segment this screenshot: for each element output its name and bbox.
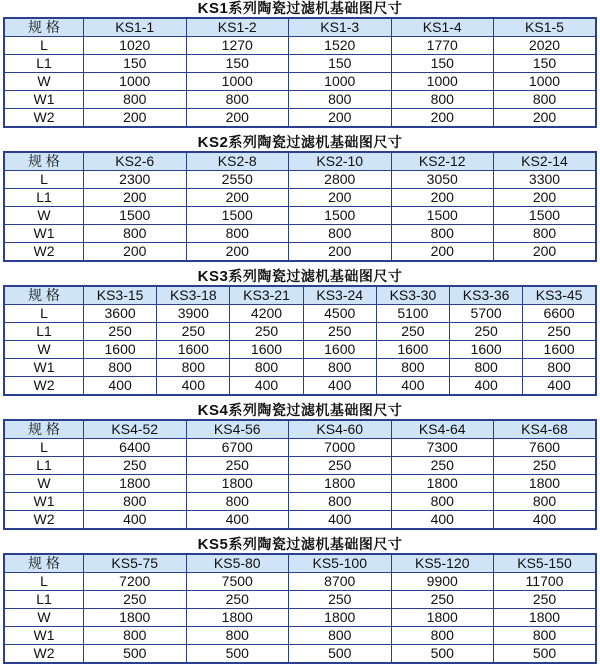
section-title	[0, 0, 600, 17]
value-cell: 250	[186, 591, 289, 609]
value-cell: 150	[494, 55, 597, 73]
title-suffix: 系列陶瓷过滤机基础图尺寸	[228, 134, 403, 150]
header-row	[4, 286, 596, 305]
value-cell: 800	[186, 493, 289, 511]
spec-table	[3, 553, 597, 664]
model-header-cell: KS5-150	[494, 554, 597, 573]
model-header-cell: KS4-52	[84, 420, 187, 439]
value-cell: 1600	[157, 341, 230, 359]
row-label: W	[4, 341, 84, 359]
header-row	[4, 152, 596, 171]
value-cell: 7000	[289, 439, 392, 457]
value-cell: 7500	[186, 573, 289, 591]
value-cell: 1500	[289, 207, 392, 225]
value-cell: 1000	[289, 73, 392, 91]
table-row	[4, 493, 596, 511]
model-header-cell: KS3-15	[84, 286, 157, 305]
value-cell: 250	[289, 457, 392, 475]
value-cell: 1800	[84, 609, 187, 627]
value-cell: 3600	[84, 305, 157, 323]
value-cell: 800	[186, 91, 289, 109]
model-header-cell: KS4-68	[494, 420, 597, 439]
title-suffix: 系列陶瓷过滤机基础图尺寸	[228, 536, 403, 552]
value-cell: 150	[289, 55, 392, 73]
value-cell: 250	[391, 457, 494, 475]
value-cell: 400	[523, 377, 596, 396]
value-cell: 200	[84, 243, 187, 262]
header-label: 规 格	[4, 554, 84, 573]
value-cell: 800	[376, 359, 449, 377]
value-cell: 200	[391, 243, 494, 262]
model-header-cell: KS1-5	[494, 18, 597, 37]
row-label: W	[4, 73, 84, 91]
value-cell: 400	[84, 511, 187, 530]
value-cell: 250	[376, 323, 449, 341]
row-label: L1	[4, 55, 84, 73]
value-cell: 250	[157, 323, 230, 341]
value-cell: 250	[523, 323, 596, 341]
value-cell: 7200	[84, 573, 187, 591]
value-cell: 200	[186, 243, 289, 262]
model-header-cell: KS3-24	[303, 286, 376, 305]
row-label: L	[4, 305, 84, 323]
value-cell: 3300	[494, 171, 597, 189]
value-cell: 2550	[186, 171, 289, 189]
row-label: L	[4, 573, 84, 591]
value-cell: 200	[84, 109, 187, 128]
value-cell: 250	[494, 591, 597, 609]
value-cell: 150	[186, 55, 289, 73]
table-row	[4, 591, 596, 609]
model-header-cell: KS1-1	[84, 18, 187, 37]
value-cell: 800	[84, 225, 187, 243]
value-cell: 800	[289, 91, 392, 109]
value-cell: 800	[84, 359, 157, 377]
table-row	[4, 645, 596, 664]
value-cell: 1600	[450, 341, 523, 359]
table-row	[4, 627, 596, 645]
series-code: KS1	[197, 0, 229, 17]
header-row	[4, 420, 596, 439]
value-cell: 1020	[84, 37, 187, 55]
value-cell: 1800	[289, 475, 392, 493]
row-label: W	[4, 475, 84, 493]
value-cell: 1600	[523, 341, 596, 359]
value-cell: 1600	[303, 341, 376, 359]
model-header-cell: KS3-30	[376, 286, 449, 305]
header-label: 规 格	[4, 18, 84, 37]
value-cell: 400	[376, 377, 449, 396]
value-cell: 1600	[230, 341, 303, 359]
value-cell: 400	[494, 511, 597, 530]
value-cell: 800	[391, 91, 494, 109]
spec-table	[3, 419, 597, 530]
value-cell: 800	[289, 493, 392, 511]
value-cell: 11700	[494, 573, 597, 591]
value-cell: 500	[391, 645, 494, 664]
series-code: KS5	[197, 536, 229, 553]
value-cell: 200	[289, 243, 392, 262]
value-cell: 250	[84, 591, 187, 609]
table-row	[4, 225, 596, 243]
value-cell: 800	[494, 493, 597, 511]
value-cell: 250	[303, 323, 376, 341]
row-label: L1	[4, 189, 84, 207]
row-label: W2	[4, 109, 84, 128]
row-label: W2	[4, 243, 84, 262]
value-cell: 1800	[494, 609, 597, 627]
value-cell: 800	[289, 627, 392, 645]
value-cell: 1600	[376, 341, 449, 359]
table-row	[4, 207, 596, 225]
model-header-cell: KS3-18	[157, 286, 230, 305]
value-cell: 8700	[289, 573, 392, 591]
row-label: W1	[4, 225, 84, 243]
table-row	[4, 359, 596, 377]
value-cell: 500	[186, 645, 289, 664]
value-cell: 1800	[289, 609, 392, 627]
value-cell: 1500	[186, 207, 289, 225]
value-cell: 4500	[303, 305, 376, 323]
value-cell: 400	[157, 377, 230, 396]
value-cell: 200	[84, 189, 187, 207]
value-cell: 6700	[186, 439, 289, 457]
model-header-cell: KS2-12	[391, 152, 494, 171]
value-cell: 250	[494, 457, 597, 475]
row-label: L	[4, 37, 84, 55]
model-header-cell: KS2-14	[494, 152, 597, 171]
model-header-cell: KS5-75	[84, 554, 187, 573]
series-code: KS3	[197, 268, 229, 285]
model-header-cell: KS3-36	[450, 286, 523, 305]
value-cell: 800	[157, 359, 230, 377]
header-label: 规 格	[4, 286, 84, 305]
table-row	[4, 305, 596, 323]
row-label: L	[4, 439, 84, 457]
table-row	[4, 341, 596, 359]
value-cell: 400	[84, 377, 157, 396]
value-cell: 1800	[391, 609, 494, 627]
value-cell: 200	[391, 189, 494, 207]
value-cell: 800	[230, 359, 303, 377]
header-label: 规 格	[4, 420, 84, 439]
value-cell: 6400	[84, 439, 187, 457]
value-cell: 1500	[84, 207, 187, 225]
value-cell: 800	[303, 359, 376, 377]
table-row	[4, 91, 596, 109]
value-cell: 800	[494, 91, 597, 109]
value-cell: 800	[391, 225, 494, 243]
value-cell: 400	[303, 377, 376, 396]
row-label: L	[4, 171, 84, 189]
row-label: W1	[4, 91, 84, 109]
title-suffix: 系列陶瓷过滤机基础图尺寸	[228, 268, 403, 284]
value-cell: 800	[84, 493, 187, 511]
value-cell: 400	[186, 511, 289, 530]
value-cell: 1500	[391, 207, 494, 225]
model-header-cell: KS1-2	[186, 18, 289, 37]
series-code: KS2	[197, 134, 229, 151]
value-cell: 200	[289, 189, 392, 207]
spec-table	[3, 151, 597, 262]
value-cell: 400	[391, 511, 494, 530]
value-cell: 800	[84, 91, 187, 109]
value-cell: 250	[84, 457, 187, 475]
value-cell: 800	[450, 359, 523, 377]
value-cell: 1000	[391, 73, 494, 91]
model-header-cell: KS3-21	[230, 286, 303, 305]
value-cell: 1800	[494, 475, 597, 493]
value-cell: 1800	[186, 609, 289, 627]
value-cell: 7600	[494, 439, 597, 457]
model-header-cell: KS1-3	[289, 18, 392, 37]
value-cell: 800	[523, 359, 596, 377]
value-cell: 200	[391, 109, 494, 128]
table-row	[4, 475, 596, 493]
row-label: W1	[4, 359, 84, 377]
series-code: KS4	[197, 402, 229, 419]
value-cell: 1800	[84, 475, 187, 493]
value-cell: 200	[494, 109, 597, 128]
model-header-cell: KS5-80	[186, 554, 289, 573]
table-row	[4, 73, 596, 91]
row-label: L1	[4, 323, 84, 341]
value-cell: 2020	[494, 37, 597, 55]
table-row	[4, 439, 596, 457]
table-row	[4, 109, 596, 128]
value-cell: 400	[289, 511, 392, 530]
value-cell: 200	[494, 243, 597, 262]
title-suffix: 系列陶瓷过滤机基础图尺寸	[228, 0, 403, 16]
value-cell: 150	[84, 55, 187, 73]
table-row	[4, 511, 596, 530]
value-cell: 200	[289, 109, 392, 128]
value-cell: 250	[289, 591, 392, 609]
header-label: 规 格	[4, 152, 84, 171]
value-cell: 1800	[391, 475, 494, 493]
value-cell: 800	[494, 225, 597, 243]
value-cell: 800	[494, 627, 597, 645]
value-cell: 500	[494, 645, 597, 664]
model-header-cell: KS4-64	[391, 420, 494, 439]
spec-table	[3, 285, 597, 396]
row-label: W1	[4, 627, 84, 645]
row-label: W2	[4, 377, 84, 396]
row-label: W2	[4, 645, 84, 664]
value-cell: 1500	[494, 207, 597, 225]
value-cell: 1000	[494, 73, 597, 91]
model-header-cell: KS2-6	[84, 152, 187, 171]
value-cell: 1000	[84, 73, 187, 91]
value-cell: 1270	[186, 37, 289, 55]
value-cell: 1600	[84, 341, 157, 359]
section-title	[0, 402, 600, 419]
model-header-cell: KS5-100	[289, 554, 392, 573]
value-cell: 5100	[376, 305, 449, 323]
value-cell: 1520	[289, 37, 392, 55]
table-row	[4, 377, 596, 396]
model-header-cell: KS3-45	[523, 286, 596, 305]
row-label: W	[4, 609, 84, 627]
value-cell: 3050	[391, 171, 494, 189]
table-row	[4, 171, 596, 189]
value-cell: 500	[84, 645, 187, 664]
value-cell: 7300	[391, 439, 494, 457]
value-cell: 250	[391, 591, 494, 609]
section-title	[0, 268, 600, 285]
value-cell: 9900	[391, 573, 494, 591]
model-header-cell: KS4-56	[186, 420, 289, 439]
value-cell: 800	[84, 627, 187, 645]
value-cell: 1000	[186, 73, 289, 91]
value-cell: 5700	[450, 305, 523, 323]
value-cell: 250	[84, 323, 157, 341]
row-label: L1	[4, 457, 84, 475]
value-cell: 200	[186, 109, 289, 128]
value-cell: 250	[230, 323, 303, 341]
value-cell: 800	[391, 627, 494, 645]
model-header-cell: KS4-60	[289, 420, 392, 439]
model-header-cell: KS2-8	[186, 152, 289, 171]
value-cell: 2300	[84, 171, 187, 189]
header-row	[4, 554, 596, 573]
row-label: W1	[4, 493, 84, 511]
value-cell: 800	[391, 493, 494, 511]
value-cell: 2800	[289, 171, 392, 189]
value-cell: 800	[289, 225, 392, 243]
model-header-cell: KS2-10	[289, 152, 392, 171]
value-cell: 400	[230, 377, 303, 396]
table-row	[4, 37, 596, 55]
table-row	[4, 323, 596, 341]
value-cell: 800	[186, 225, 289, 243]
header-row	[4, 18, 596, 37]
value-cell: 6600	[523, 305, 596, 323]
table-row	[4, 55, 596, 73]
value-cell: 4200	[230, 305, 303, 323]
value-cell: 1770	[391, 37, 494, 55]
value-cell: 1800	[186, 475, 289, 493]
value-cell: 3900	[157, 305, 230, 323]
value-cell: 150	[391, 55, 494, 73]
table-row	[4, 573, 596, 591]
model-header-cell: KS5-120	[391, 554, 494, 573]
row-label: W2	[4, 511, 84, 530]
table-row	[4, 609, 596, 627]
table-row	[4, 457, 596, 475]
section-title	[0, 536, 600, 553]
model-header-cell: KS1-4	[391, 18, 494, 37]
value-cell: 250	[186, 457, 289, 475]
table-row	[4, 243, 596, 262]
value-cell: 200	[186, 189, 289, 207]
table-row	[4, 189, 596, 207]
value-cell: 200	[494, 189, 597, 207]
value-cell: 400	[450, 377, 523, 396]
row-label: W	[4, 207, 84, 225]
title-suffix: 系列陶瓷过滤机基础图尺寸	[228, 402, 403, 418]
value-cell: 800	[186, 627, 289, 645]
section-title	[0, 134, 600, 151]
row-label: L1	[4, 591, 84, 609]
value-cell: 500	[289, 645, 392, 664]
value-cell: 250	[450, 323, 523, 341]
spec-table	[3, 17, 597, 128]
